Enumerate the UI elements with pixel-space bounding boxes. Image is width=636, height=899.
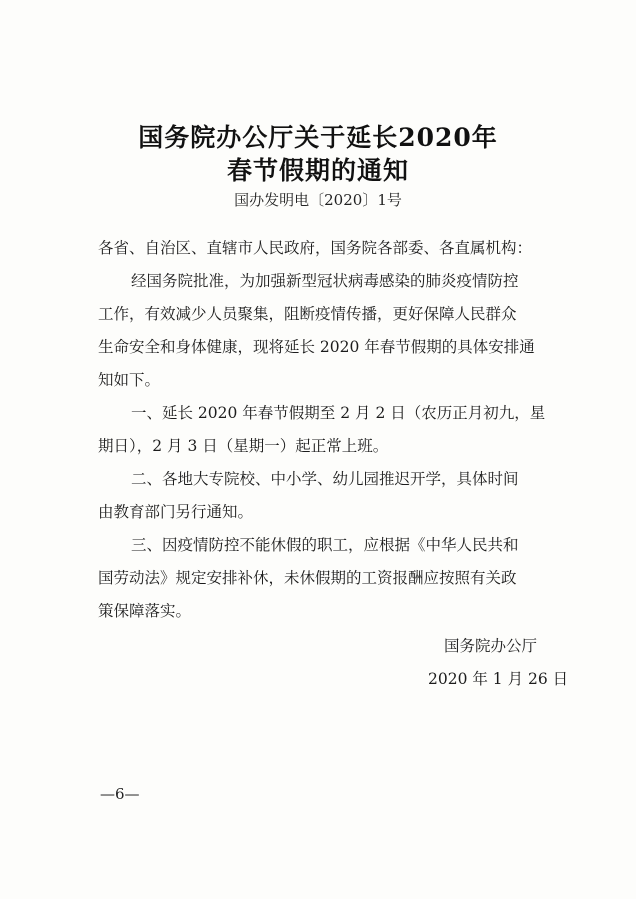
addressee: 各省、自治区、直辖市人民政府，国务院各部委、各直属机构： xyxy=(98,239,533,257)
paragraph-line: 一、延长 2020 年春节假期至 2 月 2 日（农历正月初九，星 xyxy=(131,404,546,422)
paragraph-line: 策保障落实。 xyxy=(98,602,192,620)
page-number: —6— xyxy=(100,785,140,803)
issue-date: 2020 年 1 月 26 日 xyxy=(428,670,569,688)
doc-title-line-1: 国务院办公厅关于延长2020年 xyxy=(138,123,498,152)
paragraph-line: 生命安全和身体健康，现将延长 2020 年春节假期的具体安排通 xyxy=(98,338,535,356)
paragraph-line: 工作，有效减少人员聚集，阻断疫情传播，更好保障人民群众 xyxy=(98,305,517,323)
paragraph-line: 三、因疫情防控不能休假的职工，应根据《中华人民共和 xyxy=(131,536,519,554)
paragraph-line: 经国务院批准，为加强新型冠状病毒感染的肺炎疫情防控 xyxy=(131,272,519,290)
paragraph-line: 国劳动法》规定安排补休，未休假期的工资报酬应按照有关政 xyxy=(98,569,517,587)
issuer-signature: 国务院办公厅 xyxy=(444,637,538,655)
paragraph-line: 二、各地大专院校、中小学、幼儿园推迟开学，具体时间 xyxy=(131,470,519,488)
doc-title-line-2: 春节假期的通知 xyxy=(226,156,409,185)
doc-number: 国办发明电〔2020〕1号 xyxy=(234,191,402,209)
paragraph-line: 知如下。 xyxy=(98,371,161,389)
paragraph-line: 由教育部门另行通知。 xyxy=(98,503,254,521)
paragraph-line: 期日），2 月 3 日（星期一）起正常上班。 xyxy=(98,437,389,455)
